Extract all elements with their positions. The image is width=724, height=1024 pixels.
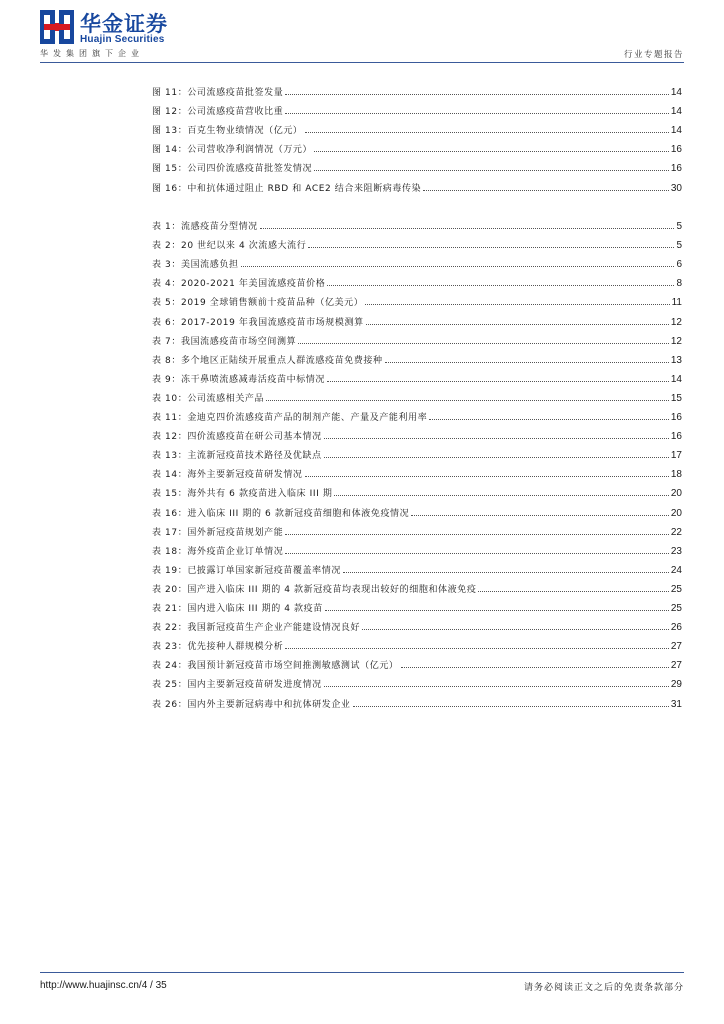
- dot-leader: [334, 494, 668, 496]
- table-entry-page-number: 8: [676, 278, 682, 290]
- table-entry-label: 表 26：国内外主要新冠病毒中和抗体研发企业: [152, 699, 351, 710]
- table-entry[interactable]: [152, 271, 682, 289]
- figure-entry[interactable]: [152, 137, 682, 155]
- group-affiliation-text: 华发集团旗下企业: [40, 49, 144, 58]
- table-entry-page-number: 16: [670, 412, 682, 423]
- table-entry-label: 表 8：多个地区正陆续开展重点人群流感疫苗免费接种: [152, 355, 383, 366]
- dot-leader: [429, 418, 669, 420]
- table-entry[interactable]: [152, 539, 682, 557]
- table-entry-page-number: 12: [670, 316, 682, 328]
- dot-leader: [266, 399, 669, 401]
- table-entry-page-number: 6: [676, 259, 682, 271]
- dot-leader: [308, 246, 674, 248]
- dot-leader: [305, 475, 669, 477]
- dot-leader: [365, 303, 669, 305]
- figure-entry-page-number: 30: [670, 182, 682, 194]
- table-entry-page-number: 14: [670, 373, 682, 385]
- figure-entry-page-number: 16: [670, 163, 682, 175]
- table-entry-label: 表 17：国外新冠疫苗规划产能: [152, 527, 284, 538]
- dot-leader: [401, 666, 669, 668]
- figure-entry-page-number: 16: [670, 144, 682, 156]
- dot-leader: [324, 437, 669, 439]
- table-entry-label: 表 18：海外疫苗企业订单情况: [152, 546, 284, 557]
- table-entry[interactable]: [152, 348, 682, 366]
- dot-leader: [366, 323, 669, 325]
- table-entry-page-number: 17: [670, 450, 682, 462]
- figure-entry-page-number: 14: [670, 125, 682, 137]
- figure-entry-label: 图 11：公司流感疫苗批签发量: [152, 88, 284, 98]
- dot-leader: [343, 571, 669, 573]
- table-entry-label: 表 1：流感疫苗分型情况: [152, 222, 258, 232]
- figure-entry[interactable]: [152, 80, 682, 98]
- table-entry[interactable]: [152, 252, 682, 270]
- dot-leader: [285, 647, 669, 649]
- table-entry-page-number: 25: [670, 603, 682, 614]
- table-entry[interactable]: [152, 672, 682, 690]
- dot-leader: [411, 514, 669, 516]
- table-entry-page-number: 31: [670, 698, 682, 710]
- dot-leader: [285, 93, 669, 95]
- dot-leader: [325, 609, 669, 611]
- dot-leader: [327, 380, 669, 382]
- dot-leader: [362, 628, 669, 630]
- figure-entry-label: 图 13：百克生物业绩情况（亿元）: [152, 126, 303, 137]
- table-entry-page-number: 5: [676, 240, 682, 252]
- table-entry-label: 表 23：优先接种人群规模分析: [152, 642, 284, 653]
- figure-entry[interactable]: [152, 118, 682, 136]
- table-entry-page-number: 13: [670, 354, 682, 366]
- table-entry-label: 表 22：我国新冠疫苗生产企业产能建设情况良好: [152, 623, 361, 634]
- dot-leader: [423, 189, 669, 191]
- footer-divider: [40, 972, 684, 973]
- dot-leader: [241, 265, 675, 267]
- table-entry-page-number: 12: [670, 335, 682, 347]
- dot-leader: [324, 685, 669, 687]
- figure-entry-label: 图 16：中和抗体通过阻止 RBD 和 ACE2 结合来阻断病毒传染: [152, 183, 422, 194]
- logo-english-name: Huajin Securities: [80, 34, 165, 45]
- dot-leader: [353, 705, 669, 707]
- table-entry[interactable]: [152, 405, 682, 423]
- table-entry-page-number: 27: [670, 641, 682, 653]
- table-entry[interactable]: [152, 615, 682, 633]
- table-entry[interactable]: [152, 367, 682, 385]
- table-entry-label: 表 14：海外主要新冠疫苗研发情况: [152, 470, 303, 481]
- table-entry[interactable]: [152, 386, 682, 404]
- table-entry-label: 表 20：国产进入临床 III 期的 4 款新冠疫苗均表现出较好的细胞和体液免疫: [152, 584, 477, 595]
- table-entry[interactable]: [152, 214, 682, 232]
- dot-leader: [285, 533, 669, 535]
- header-divider: [40, 62, 684, 63]
- table-entry-label: 表 4：2020-2021 年美国流感疫苗价格: [152, 279, 326, 290]
- figure-entry-label: 图 15：公司四价流感疫苗批签发情况: [152, 164, 313, 175]
- table-entry-page-number: 22: [670, 526, 682, 538]
- table-entry[interactable]: [152, 596, 682, 614]
- table-entry-label: 表 21：国内进入临床 III 期的 4 款疫苗: [152, 604, 323, 614]
- table-entry-label: 表 9：冻干鼻喷流感减毒活疫苗中标情况: [152, 374, 325, 385]
- table-entry-page-number: 16: [670, 431, 682, 443]
- table-entry[interactable]: [152, 481, 682, 499]
- table-entry-label: 表 2：20 世纪以来 4 次流感大流行: [152, 241, 307, 252]
- table-entry[interactable]: [152, 310, 682, 328]
- table-entry[interactable]: [152, 558, 682, 576]
- table-entry-page-number: 29: [670, 679, 682, 691]
- figure-entry-page-number: 14: [670, 87, 682, 98]
- table-entry[interactable]: [152, 329, 682, 347]
- table-entry[interactable]: [152, 520, 682, 538]
- figure-entry[interactable]: [152, 156, 682, 174]
- dot-leader: [314, 169, 669, 171]
- table-entry[interactable]: [152, 233, 682, 251]
- table-entry-page-number: 18: [670, 469, 682, 481]
- dot-leader: [285, 112, 669, 114]
- footer-disclaimer: 请务必阅读正文之后的免责条款部分: [523, 983, 684, 993]
- table-entry-page-number: 23: [670, 545, 682, 557]
- table-entry[interactable]: [152, 290, 682, 308]
- figure-entry-label: 图 12：公司流感疫苗营收比重: [152, 107, 284, 118]
- table-entry-page-number: 5: [676, 221, 682, 232]
- dot-leader: [478, 590, 668, 592]
- table-entry-page-number: 20: [670, 488, 682, 500]
- table-entry[interactable]: [152, 501, 682, 519]
- table-entry-label: 表 7：我国流感疫苗市场空间测算: [152, 336, 297, 347]
- table-entry-page-number: 20: [670, 507, 682, 519]
- table-entry[interactable]: [152, 577, 682, 595]
- dot-leader: [385, 361, 669, 363]
- table-entry-page-number: 25: [670, 583, 682, 595]
- dot-leader: [298, 342, 669, 344]
- table-entry-label: 表 25：国内主要新冠疫苗研发进度情况: [152, 680, 322, 691]
- table-entry-label: 表 10：公司流感相关产品: [152, 393, 265, 404]
- table-entry-label: 表 15：海外共有 6 款疫苗进入临床 III 期: [152, 489, 333, 500]
- table-entry[interactable]: [152, 424, 682, 442]
- huajin-logo-icon: [40, 10, 74, 44]
- figure-entry[interactable]: [152, 176, 682, 194]
- table-entry-label: 表 11：金迪克四价流感疫苗产品的制剂产能、产量及产能利用率: [152, 413, 428, 423]
- table-entry-label: 表 12：四价流感疫苗在研公司基本情况: [152, 432, 322, 443]
- table-entry[interactable]: [152, 653, 682, 671]
- table-entry-page-number: 24: [670, 564, 682, 576]
- table-entry-label: 表 16：进入临床 III 期的 6 款新冠疫苗细胞和体液免疫情况: [152, 508, 410, 519]
- figure-entry[interactable]: [152, 99, 682, 117]
- dot-leader: [260, 227, 675, 229]
- table-entry-label: 表 3：美国流感负担: [152, 260, 239, 271]
- page-header: [40, 8, 684, 66]
- table-entry-page-number: 11: [671, 297, 682, 309]
- footer-url-page[interactable]: http://www.huajinsc.cn/4 / 35: [40, 980, 167, 991]
- table-entry-label: 表 6：2017-2019 年我国流感疫苗市场规模测算: [152, 317, 364, 328]
- table-entry[interactable]: [152, 634, 682, 652]
- table-entry-label: 表 5：2019 全球销售额前十疫苗品种（亿美元）: [152, 298, 364, 309]
- dot-leader: [324, 456, 669, 458]
- logo-chinese-name: 华金证券: [80, 12, 168, 36]
- figure-entry-label: 图 14：公司营收净利润情况（万元）: [152, 145, 313, 156]
- table-entry[interactable]: [152, 443, 682, 461]
- table-entry-label: 表 24：我国预计新冠疫苗市场空间推测敏感测试（亿元）: [152, 661, 399, 672]
- table-entry-page-number: 26: [670, 622, 682, 634]
- report-type-label: 行业专题报告: [623, 50, 684, 60]
- table-entry-label: 表 13：主流新冠疫苗技术路径及优缺点: [152, 451, 322, 462]
- dot-leader: [285, 552, 669, 554]
- table-entry-page-number: 15: [670, 392, 682, 404]
- dot-leader: [314, 150, 669, 152]
- figure-entry-page-number: 14: [670, 106, 682, 118]
- dot-leader: [327, 284, 674, 286]
- dot-leader: [305, 131, 669, 133]
- table-entry-page-number: 27: [670, 660, 682, 672]
- table-entry-label: 表 19：已披露订单国家新冠疫苗覆盖率情况: [152, 565, 341, 576]
- table-entry[interactable]: [152, 692, 682, 710]
- table-entry[interactable]: [152, 462, 682, 480]
